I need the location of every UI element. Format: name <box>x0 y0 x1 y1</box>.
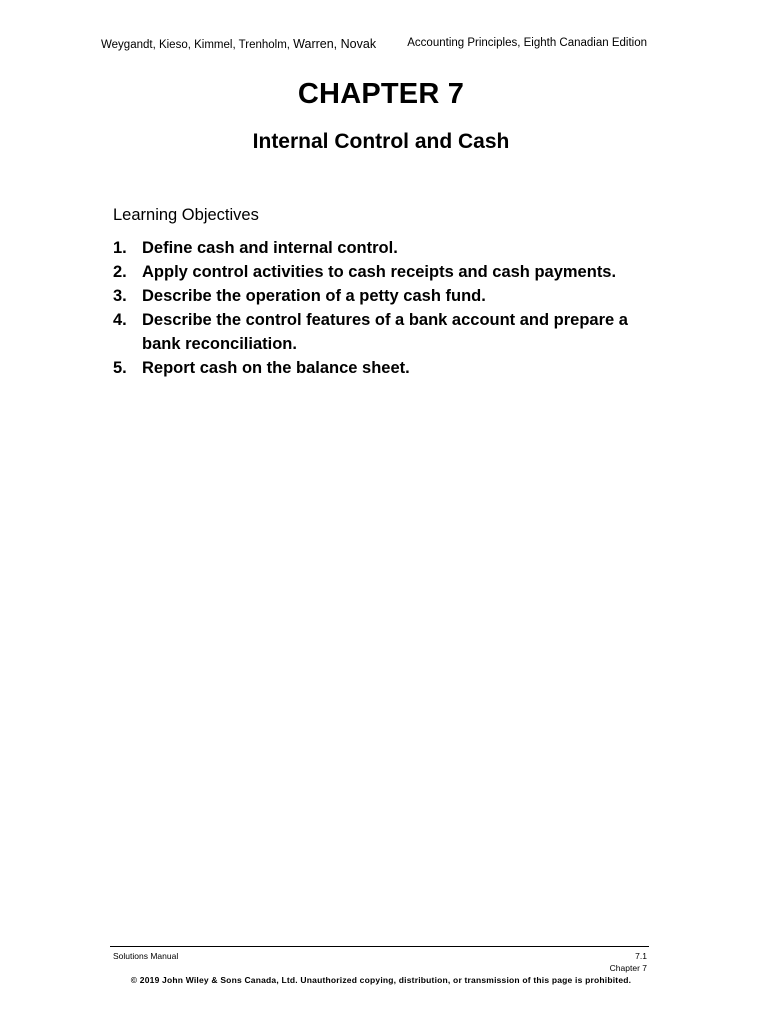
objective-number: 5. <box>113 359 127 377</box>
list-item <box>113 308 633 356</box>
chapter-title: CHAPTER 7 <box>297 78 465 110</box>
footer-chapter-label: Chapter 7 <box>609 963 647 973</box>
objective-text: Apply control activities to cash receipts and cash payments. <box>142 263 617 281</box>
header-authors-tail: Warren, Novak <box>293 37 377 51</box>
running-header <box>101 37 647 53</box>
footer-manual-label: Solutions Manual <box>113 951 179 961</box>
header-authors <box>101 37 376 51</box>
header-book-title: Accounting Principles, Eighth Canadian Edition <box>407 37 647 49</box>
learning-objectives-heading: Learning Objectives <box>113 206 259 224</box>
header-authors-main: Weygandt, Kieso, Kimmel, Trenholm, <box>101 39 294 51</box>
footer-copyright: © 2019 John Wiley & Sons Canada, Ltd. Unauthorized copying, distribution, or transmission of this page is prohibited. <box>130 975 632 985</box>
objective-number: 4. <box>113 311 127 329</box>
objective-number: 1. <box>113 239 127 257</box>
learning-objectives-list <box>113 236 633 380</box>
list-item <box>113 236 633 260</box>
objective-text: Describe the control features of a bank account and prepare a bank reconciliation. <box>142 311 628 353</box>
objective-text: Define cash and internal control. <box>142 239 398 257</box>
list-item <box>113 284 633 308</box>
footer-divider <box>110 946 649 947</box>
objective-number: 3. <box>113 287 127 305</box>
list-item <box>113 260 633 284</box>
objective-number: 2. <box>113 263 127 281</box>
chapter-subtitle: Internal Control and Cash <box>252 130 510 153</box>
objective-text: Report cash on the balance sheet. <box>142 359 410 377</box>
list-item <box>113 356 633 380</box>
footer-page-number: 7.1 <box>635 951 647 961</box>
objective-text: Describe the operation of a petty cash fund. <box>142 287 486 305</box>
